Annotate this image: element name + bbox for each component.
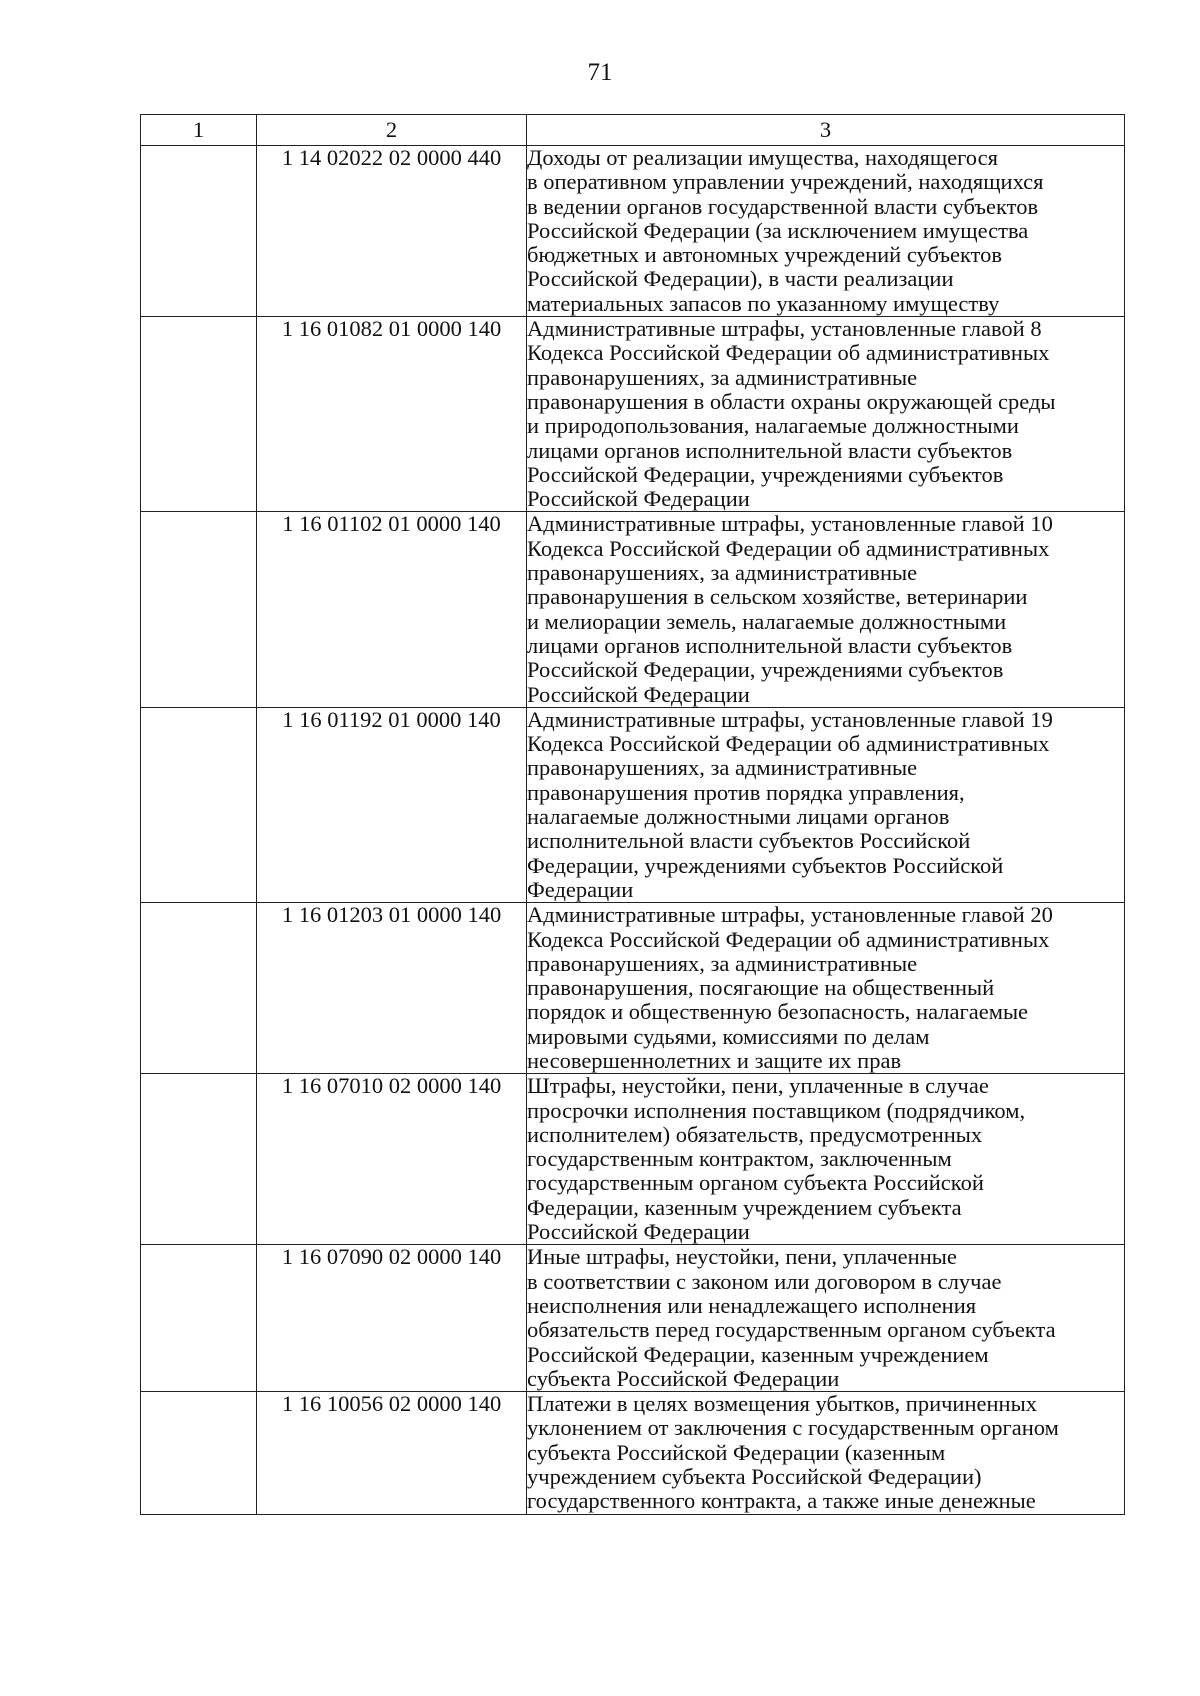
row-number-cell xyxy=(141,1245,257,1392)
column-header-3: 3 xyxy=(527,115,1125,146)
budget-code-cell: 1 16 10056 02 0000 140 xyxy=(257,1392,527,1514)
description-cell: Административные штрафы, установленные главой 10 Кодекса Российской Федерации об административных правонарушениях, за административные правонарушения в сельском хозяйстве, ветеринарии и мелиорации земель, налагаемые должностными лицами органов исполнительной власти субъектов Российской Федерации, учреждениями субъектов Российской Федерации xyxy=(527,512,1125,707)
table-row xyxy=(141,903,1125,1074)
budget-code-cell: 1 16 01082 01 0000 140 xyxy=(257,317,527,512)
table-row xyxy=(141,707,1125,902)
budget-code-cell: 1 16 01102 01 0000 140 xyxy=(257,512,527,707)
description-cell: Платежи в целях возмещения убытков, причиненных уклонением от заключения с государственным органом субъекта Российской Федерации (казенным учреждением субъекта Российской Федерации) государственного контракта, а также иные денежные xyxy=(527,1392,1125,1514)
description-cell: Иные штрафы, неустойки, пени, уплаченные в соответствии с законом или договором в случае неисполнения или ненадлежащего исполнения обязательств перед государственным органом субъекта Российской Федерации, казенным учреждением субъекта Российской Федерации xyxy=(527,1245,1125,1392)
budget-code-cell: 1 16 07090 02 0000 140 xyxy=(257,1245,527,1392)
column-header-1: 1 xyxy=(141,115,257,146)
table-header-row xyxy=(141,115,1125,146)
table-row xyxy=(141,317,1125,512)
budget-code-cell: 1 16 07010 02 0000 140 xyxy=(257,1074,527,1245)
budget-code-cell: 1 16 01192 01 0000 140 xyxy=(257,707,527,902)
table-row xyxy=(141,512,1125,707)
budget-code-cell: 1 14 02022 02 0000 440 xyxy=(257,146,527,317)
row-number-cell xyxy=(141,1392,257,1514)
description-cell: Административные штрафы, установленные главой 8 Кодекса Российской Федерации об административных правонарушениях, за административные правонарушения в области охраны окружающей среды и природопользования, налагаемые должностными лицами органов исполнительной власти субъектов Российской Федерации, учреждениями субъектов Российской Федерации xyxy=(527,317,1125,512)
budget-code-cell: 1 16 01203 01 0000 140 xyxy=(257,903,527,1074)
description-cell: Административные штрафы, установленные главой 19 Кодекса Российской Федерации об административных правонарушениях, за административные правонарушения против порядка управления, налагаемые должностными лицами органов исполнительной власти субъектов Российской Федерации, учреждениями субъектов Российской Федерации xyxy=(527,707,1125,902)
budget-codes-table xyxy=(140,114,1125,1515)
table-row xyxy=(141,1392,1125,1514)
table-row xyxy=(141,146,1125,317)
row-number-cell xyxy=(141,317,257,512)
page-number: 71 xyxy=(587,59,613,86)
row-number-cell xyxy=(141,146,257,317)
column-header-2: 2 xyxy=(257,115,527,146)
description-cell: Административные штрафы, установленные главой 20 Кодекса Российской Федерации об административных правонарушениях, за административные правонарушения, посягающие на общественный порядок и общественную безопасность, налагаемые мировыми судьями, комиссиями по делам несовершеннолетних и защите их прав xyxy=(527,903,1125,1074)
description-cell: Штрафы, неустойки, пени, уплаченные в случае просрочки исполнения поставщиком (подрядчиком, исполнителем) обязательств, предусмотренных государственным контрактом, заключенным государственным органом субъекта Российской Федерации, казенным учреждением субъекта Российской Федерации xyxy=(527,1074,1125,1245)
table-row xyxy=(141,1074,1125,1245)
table-row xyxy=(141,1245,1125,1392)
row-number-cell xyxy=(141,707,257,902)
row-number-cell xyxy=(141,1074,257,1245)
row-number-cell xyxy=(141,512,257,707)
row-number-cell xyxy=(141,903,257,1074)
description-cell: Доходы от реализации имущества, находящегося в оперативном управлении учреждений, находящихся в ведении органов государственной власти субъектов Российской Федерации (за исключением имущества бюджетных и автономных учреждений субъектов Российской Федерации), в части реализации материальных запасов по указанному имуществу xyxy=(527,146,1125,317)
